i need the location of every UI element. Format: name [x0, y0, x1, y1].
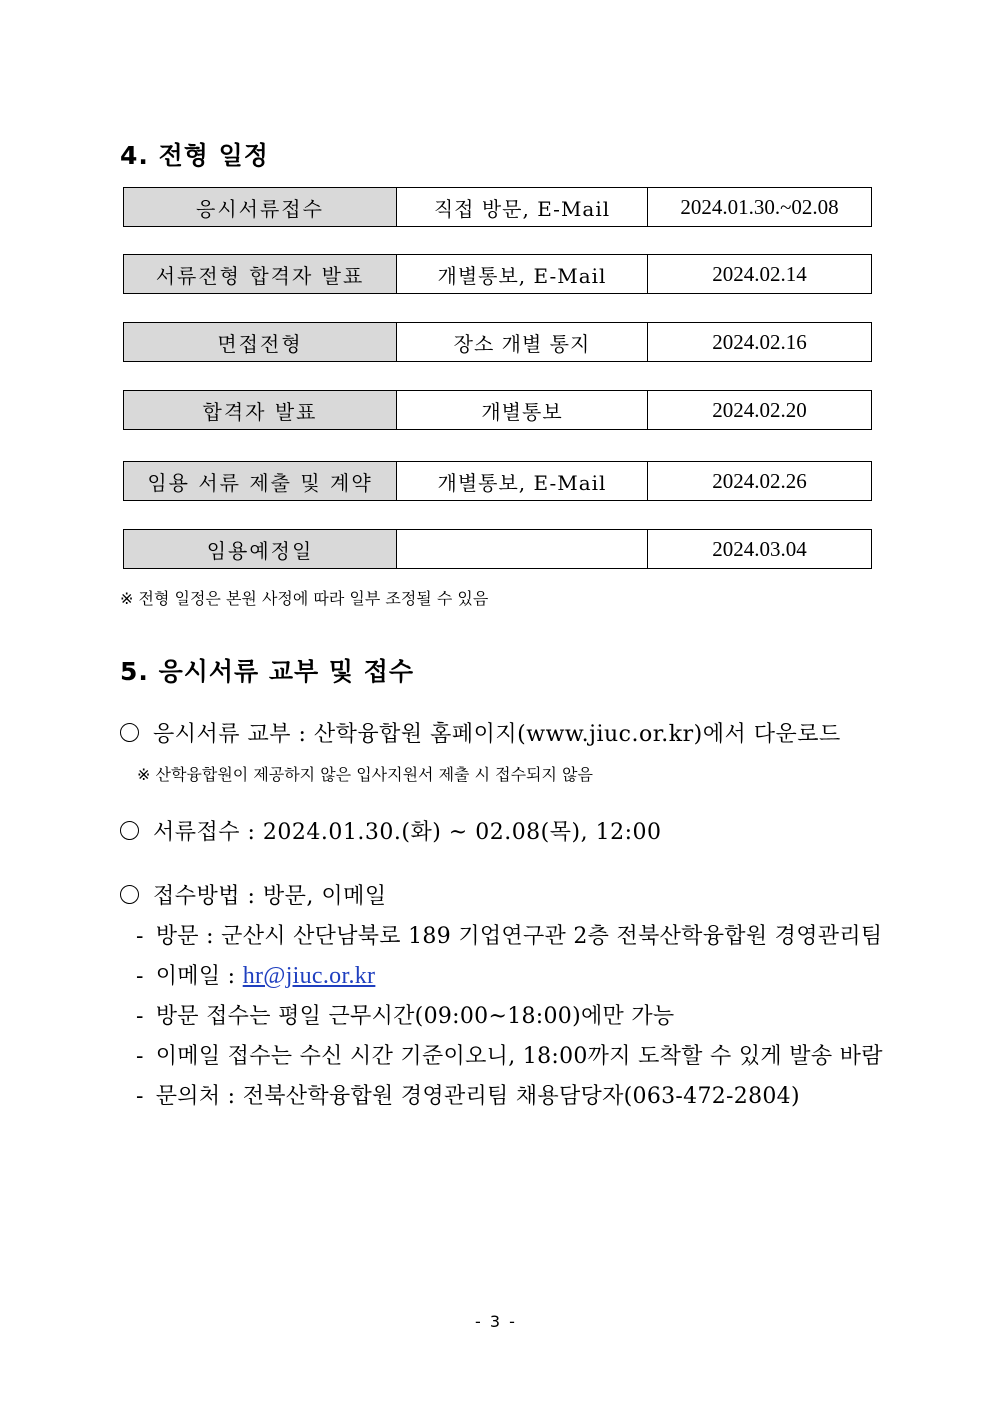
item-text: 방문 : 군산시 산단남북로 189 기업연구관 2층 전북산학융합원 경영관리팀 [155, 924, 883, 949]
method-item-email-deadline [136, 1039, 883, 1070]
schedule-method: 개별통보 [397, 391, 648, 429]
schedule-method: 장소 개별 통지 [397, 323, 648, 361]
bullet-text: 서류접수 : 2024.01.30.(화) ~ 02.08(목), 12:00 [153, 820, 662, 845]
schedule-row [123, 187, 872, 227]
schedule-stage: 임용예정일 [124, 530, 397, 568]
dash-marker: - [136, 1004, 144, 1029]
bullet-text: 응시서류 교부 : 산학융합원 홈페이지(www.jiuc.or.kr)에서 다운로드 [153, 722, 841, 747]
schedule-date: 2024.01.30.~02.08 [680, 194, 839, 219]
circle-bullet-icon [120, 885, 139, 904]
bullet-document-distribution [120, 717, 841, 748]
schedule-method [397, 530, 648, 568]
schedule-date: 2024.02.26 [712, 468, 807, 493]
dash-marker: - [136, 1044, 144, 1069]
distribution-note: ※ 산학융합원이 제공하지 않은 입사지원서 제출 시 접수되지 않음 [137, 765, 593, 784]
schedule-row [123, 254, 872, 294]
bullet-submission-method [120, 879, 387, 910]
dash-marker: - [136, 964, 144, 989]
schedule-stage: 합격자 발표 [124, 391, 397, 429]
bullet-submission-period [120, 815, 662, 846]
dash-marker: - [136, 924, 144, 949]
schedule-row [123, 390, 872, 430]
dash-marker: - [136, 1084, 144, 1109]
method-item-contact [136, 1079, 800, 1110]
method-item-email [136, 959, 375, 990]
bullet-text: 접수방법 : 방문, 이메일 [153, 884, 387, 909]
schedule-date: 2024.02.16 [712, 329, 807, 354]
schedule-row [123, 529, 872, 569]
schedule-stage: 임용 서류 제출 및 계약 [124, 462, 397, 500]
schedule-method: 개별통보, E-Mail [397, 255, 648, 293]
schedule-stage: 면접전형 [124, 323, 397, 361]
item-text: 문의처 : 전북산학융합원 경영관리팀 채용담당자(063-472-2804) [155, 1084, 800, 1109]
schedule-method: 개별통보, E-Mail [397, 462, 648, 500]
page-number: - 3 - [475, 1312, 517, 1331]
schedule-row [123, 461, 872, 501]
schedule-stage: 서류전형 합격자 발표 [124, 255, 397, 293]
circle-bullet-icon [120, 723, 139, 742]
method-item-hours [136, 999, 675, 1030]
schedule-method: 직접 방문, E-Mail [397, 188, 648, 226]
email-link[interactable]: hr@jiuc.or.kr [242, 963, 376, 989]
schedule-note: ※ 전형 일정은 본원 사정에 따라 일부 조정될 수 있음 [120, 589, 489, 608]
section-4-title: 4. 전형 일정 [120, 141, 269, 170]
method-item-visit [136, 919, 882, 950]
schedule-stage: 응시서류접수 [124, 188, 397, 226]
item-text: 이메일 접수는 수신 시간 기준이오니, 18:00까지 도착할 수 있게 발송 바람 [155, 1044, 883, 1069]
schedule-date: 2024.03.04 [712, 536, 807, 561]
schedule-date: 2024.02.14 [712, 261, 807, 286]
schedule-date: 2024.02.20 [712, 397, 807, 422]
item-text: 방문 접수는 평일 근무시간(09:00~18:00)에만 가능 [155, 1004, 675, 1029]
circle-bullet-icon [120, 821, 139, 840]
item-text: 이메일 : [155, 964, 243, 989]
section-5-title: 5. 응시서류 교부 및 접수 [120, 657, 415, 686]
schedule-row [123, 322, 872, 362]
